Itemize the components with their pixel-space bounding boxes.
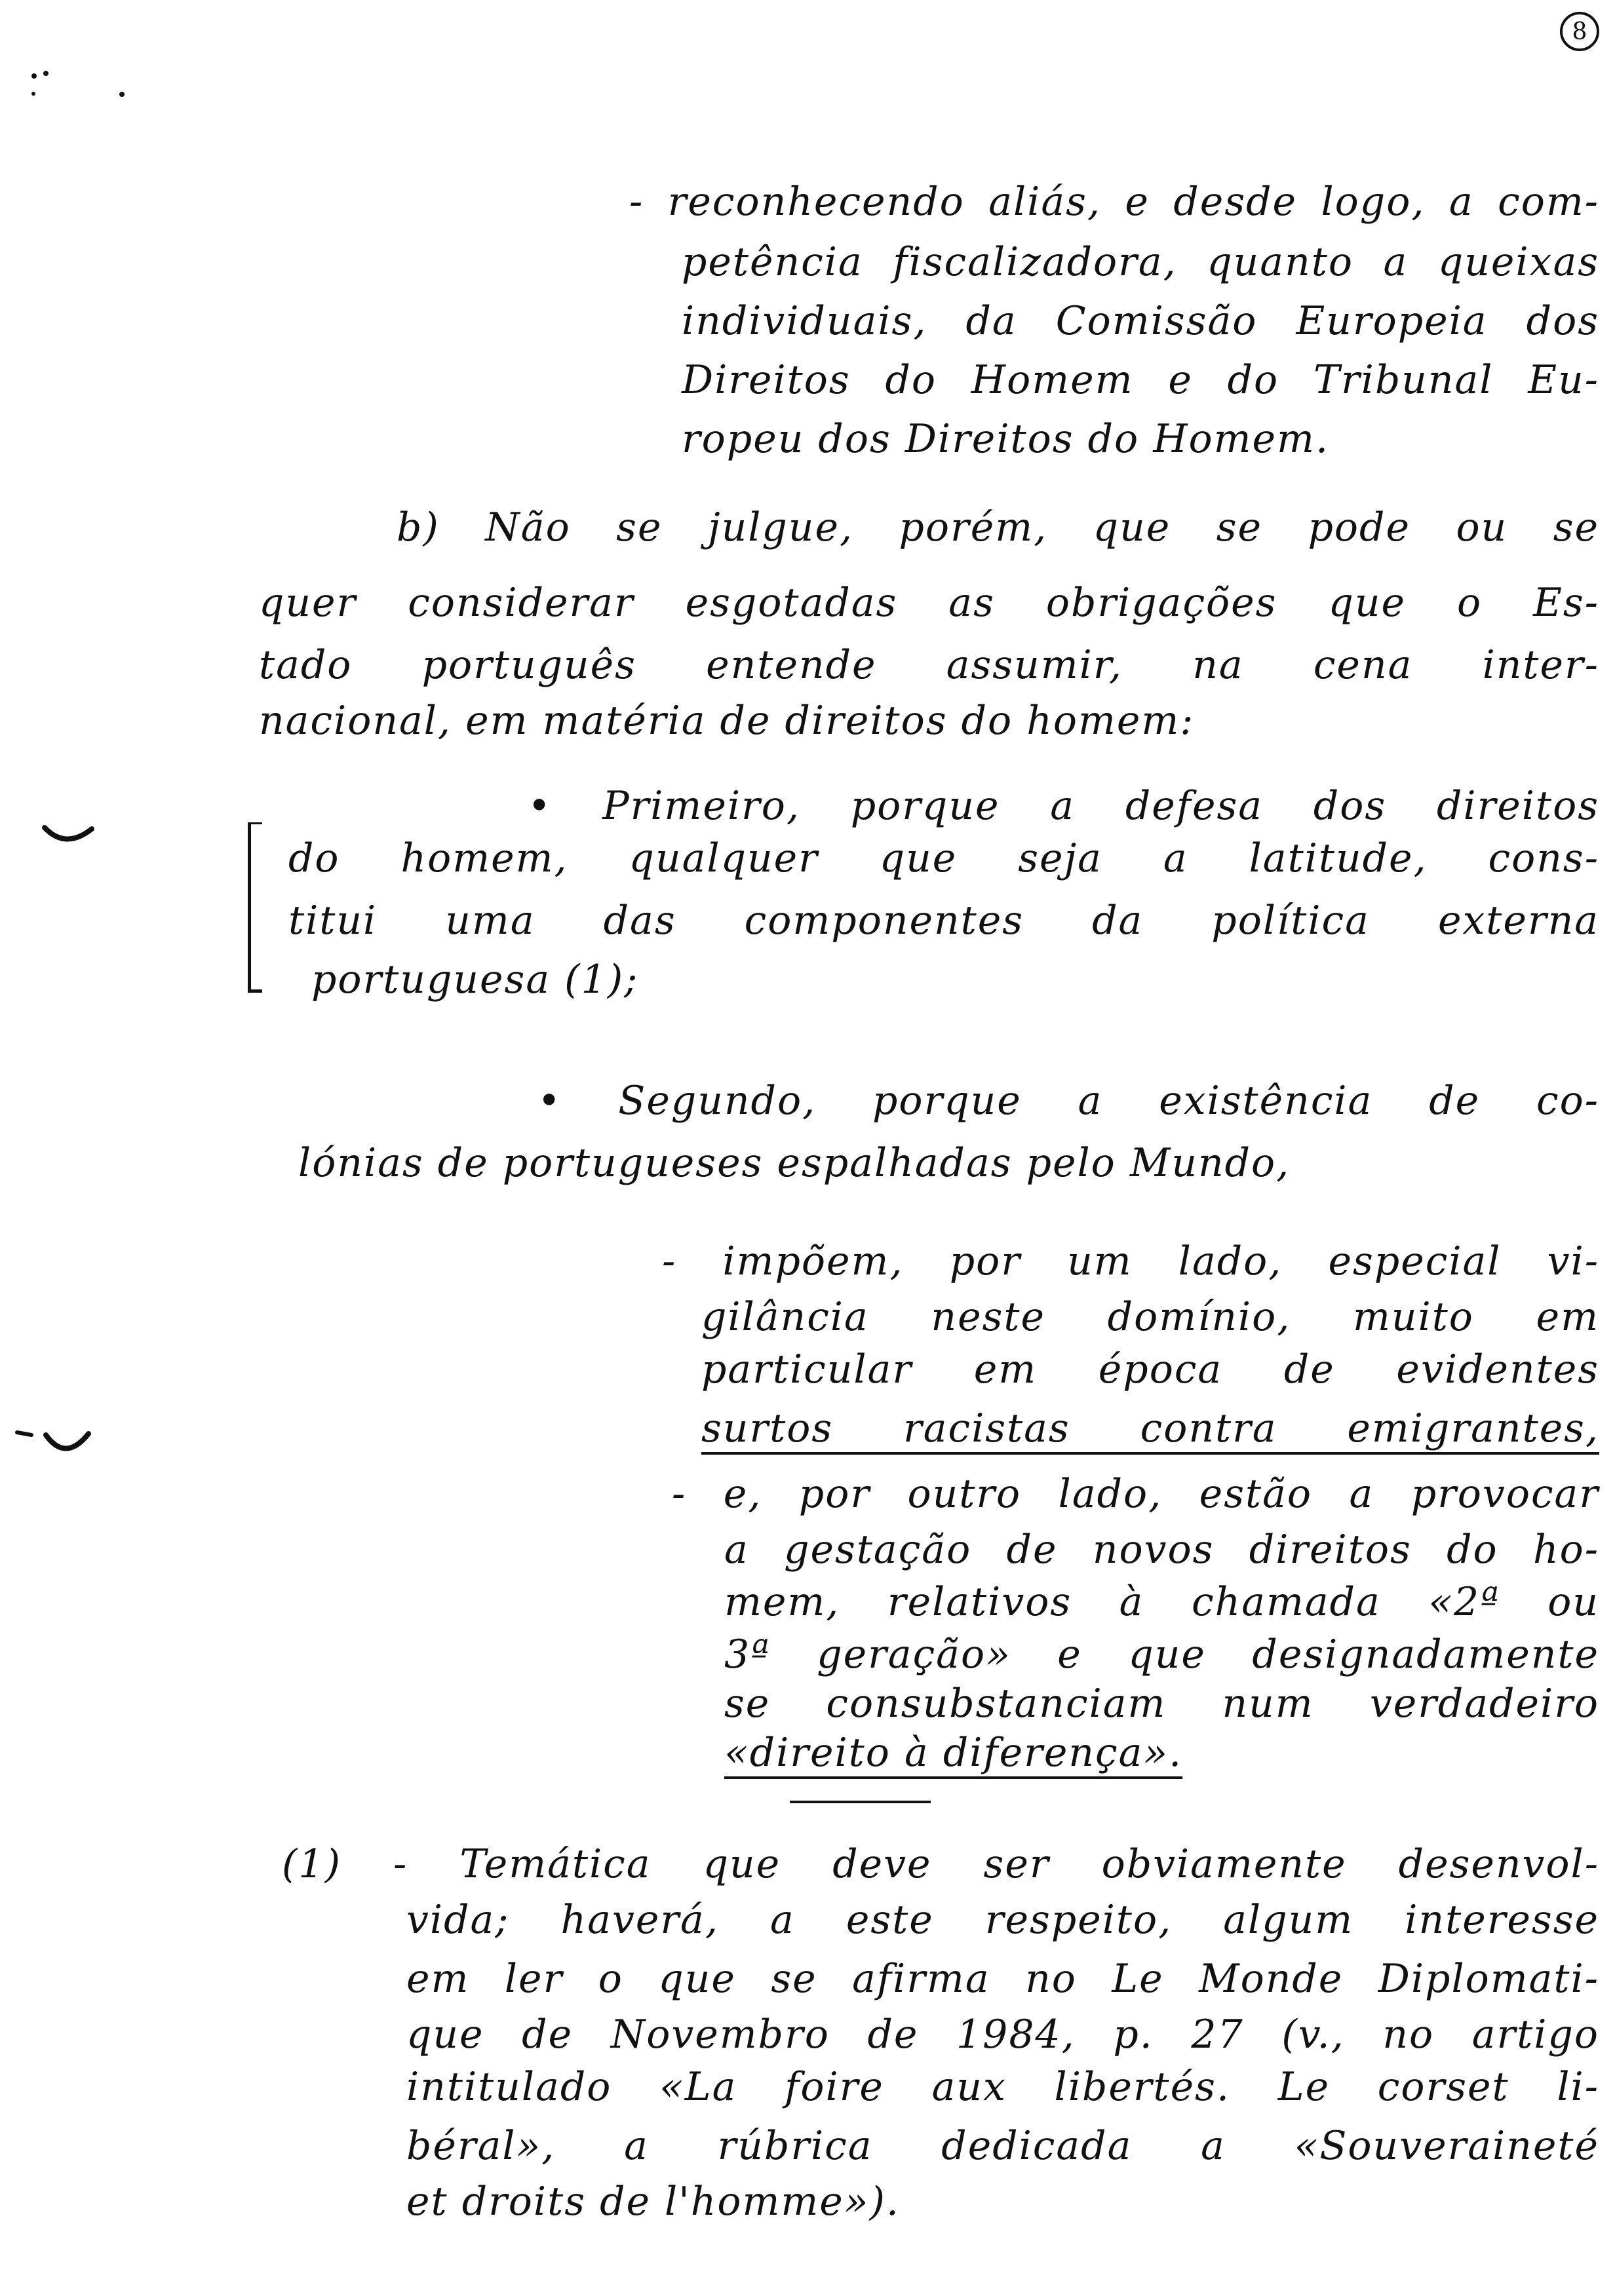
text-line: gilância neste domínio, muito em bbox=[701, 1294, 1599, 1340]
underlined-text-line: «direito à diferença». bbox=[724, 1730, 1183, 1776]
text-line: lónias de portugueses espalhadas pelo Mundo, bbox=[298, 1140, 1291, 1186]
text-line: quer considerar esgotadas as obrigações que o Es- bbox=[259, 580, 1599, 626]
text-line: vida; haverá, a este respeito, algum interesse bbox=[406, 1897, 1599, 1943]
margin-hook-mark bbox=[39, 816, 98, 855]
text-line: intitulado «La foire aux libertés. Le corset li- bbox=[406, 2064, 1599, 2110]
margin-bracket bbox=[248, 822, 262, 993]
scan-mark bbox=[31, 92, 35, 96]
footnote-separator bbox=[790, 1801, 931, 1803]
text-line: se consubstanciam num verdadeiro bbox=[724, 1681, 1599, 1727]
text-line: a gestação de novos direitos do ho- bbox=[724, 1527, 1599, 1573]
page-number: 8 bbox=[1560, 12, 1599, 51]
text-line: tado português entende assumir, na cena inter- bbox=[259, 642, 1599, 688]
text-line: particular em época de evidentes bbox=[701, 1347, 1599, 1392]
text-line: ropeu dos Direitos do Homem. bbox=[682, 416, 1330, 462]
scan-mark bbox=[119, 92, 125, 97]
text-line: et droits de l'homme»). bbox=[406, 2179, 900, 2225]
text-line: titui uma das componentes da política externa bbox=[288, 898, 1599, 944]
text-line: béral», a rúbrica dedicada a «Souveraineté bbox=[406, 2123, 1599, 2169]
text-line: - impõem, por um lado, especial vi- bbox=[662, 1238, 1599, 1284]
text-line: - reconhecendo aliás, e desde logo, a com- bbox=[629, 179, 1599, 225]
text-line: - e, por outro lado, estão a provocar bbox=[672, 1471, 1599, 1517]
text-line: que de Novembro de 1984, p. 27 (v., no artigo bbox=[406, 2012, 1599, 2057]
margin-hook-mark bbox=[13, 1409, 92, 1468]
text-line: petência fiscalizadora, quanto a queixas bbox=[682, 239, 1599, 285]
text-line: portuguesa (1); bbox=[311, 957, 639, 1003]
text-line: 3ª geração» e que designadamente bbox=[724, 1632, 1599, 1677]
text-line: (1) - Temática que deve ser obviamente desenvol- bbox=[282, 1841, 1599, 1887]
text-line: Direitos do Homem e do Tribunal Eu- bbox=[682, 357, 1599, 403]
text-line: nacional, em matéria de direitos do homem: bbox=[259, 698, 1195, 744]
text-line: individuais, da Comissão Europeia dos bbox=[682, 298, 1599, 344]
text-line: b) Não se julgue, porém, que se pode ou se bbox=[397, 505, 1599, 550]
text-line: mem, relativos à chamada «2ª ou bbox=[724, 1579, 1599, 1625]
scan-mark bbox=[31, 73, 37, 79]
text-line: • Segundo, porque a existência de co- bbox=[537, 1078, 1599, 1124]
scan-mark bbox=[43, 71, 49, 76]
text-line: • Primeiro, porque a defesa dos direitos bbox=[528, 783, 1599, 829]
text-line: em ler o que se afirma no Le Monde Diplomati- bbox=[406, 1956, 1599, 2002]
text-line: do homem, qualquer que seja a latitude, cons- bbox=[288, 835, 1599, 881]
underlined-text-line: surtos racistas contra emigrantes, bbox=[701, 1406, 1599, 1451]
